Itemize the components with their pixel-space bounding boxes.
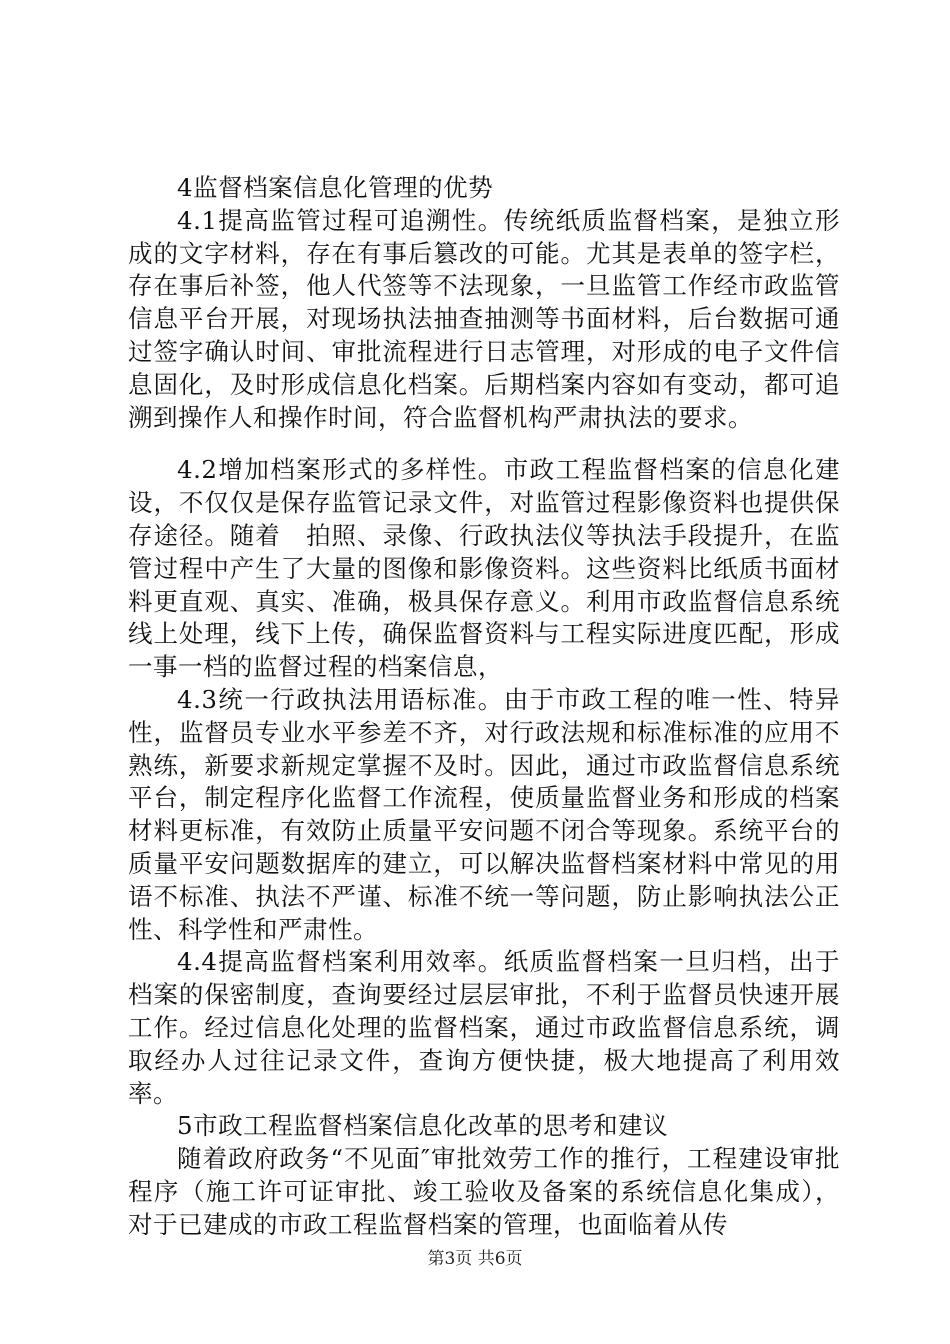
paragraph-4-4: 4.4提高监督档案利用效率。纸质监督档案一旦归档，出于档案的保密制度，查询要经过层层审批，不利于监督员快速开展工作。经过信息化处理的监督档案，通过市政监督信息系统，调取经办人过往记录文件，查询方便快捷，极大地提高了利用效率。 (128, 947, 840, 1108)
page-number-footer: 第3页 共6页 (427, 1249, 523, 1269)
paragraph-5-intro: 随着政府政务“不见面″审批效劳工作的推行，工程建设审批程序（施工许可证审批、竣工验收及备案的系统信息化集成），对于已建成的市政工程监督档案的管理，也面临着从传 (128, 1144, 840, 1239)
paragraph-4-1: 4.1提高监管过程可追溯性。传统纸质监督档案，是独立形成的文字材料，存在有事后篡改的可能。尤其是表单的签字栏，存在事后补签，他人代签等不法现象，一旦监管工作经市政监管信息平台开展，对现场执法抽查抽测等书面材料，后台数据可通过签字确认时间、审批流程进行日志管理，对形成的电子文件信息固化，及时形成信息化档案。后期档案内容如有变动，都可追溯到操作人和操作时间，符合监督机构严肃执法的要求。 (128, 205, 840, 432)
section-heading-5: 5市政工程监督档案信息化改革的思考和建议 (177, 1111, 669, 1141)
paragraph-4-3: 4.3统一行政执法用语标准。由于市政工程的唯一性、特异性，监督员专业水平参差不齐，对行政法规和标准标准的应用不熟练，新要求新规定掌握不及时。因此，通过市政监督信息系统平台，制定程序化监督工作流程，使质量监督业务和形成的档案材料更标准，有效防止质量平安问题不闭合等现象。系统平台的质量平安问题数据库的建立，可以解决监督档案材料中常见的用语不标准、执法不严谨、标准不统一等问题，防止影响执法公正性、科学性和严肃性。 (128, 684, 840, 944)
section-heading-4: 4监督档案信息化管理的优势 (177, 173, 494, 202)
document-body (128, 172, 840, 1242)
paragraph-4-2: 4.2增加档案形式的多样性。市政工程监督档案的信息化建设，不仅仅是保存监管记录文件，对监管过程影像资料也提供保存途径。随着 拍照、录像、行政执法仪等执法手段提升，在监管过程中产生了大量的图像和影像资料。这些资料比纸质书面材料更直观、真实、准确，极具保存意义。利用市政监督信息系统线上处理，线下上传，确保监督资料与工程实际进度匹配，形成一事一档的监督过程的档案信息， (128, 455, 840, 682)
